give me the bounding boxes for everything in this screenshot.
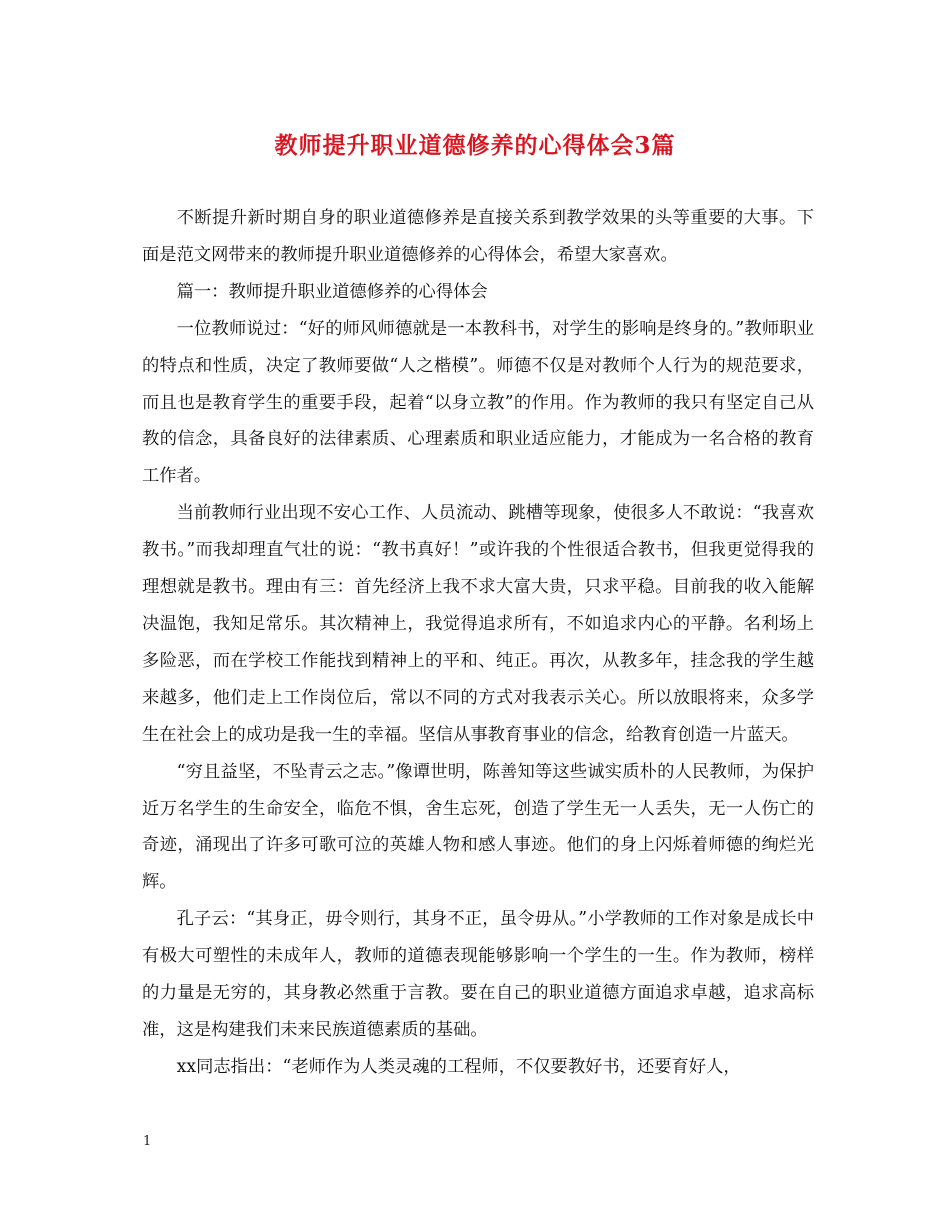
- paragraph: 当前教师行业出现不安心工作、人员流动、跳槽等现象，使很多人不敢说：“我喜欢教书。”而我却理直气壮的说：“教书真好！”或许我的个性很适合教书，但我更觉得我的理想就是教书。理由有三：首先经济上我不求大富大贵，只求平稳。目前我的收入能解决温饱，我知足常乐。其次精神上，我觉得追求所有，不如追求内心的平静。名利场上多险恶，而在学校工作能找到精神上的平和、纯正。再次，从教多年，挂念我的学生越来越多，他们走上工作岗位后，常以不同的方式对我表示关心。所以放眼将来，众多学生在社会上的成功是我一生的幸福。坚信从事教育事业的信念，给教育创造一片蓝天。: [142, 503, 814, 745]
- paragraph: “穷且益坚，不坠青云之志。”像谭世明，陈善知等这些诚实质朴的人民教师，为保护近万名学生的生命安全，临危不惧，舍生忘死，创造了学生无一人丢失，无一人伤亡的奇迹，涌现出了许多可歌可泣的英雄人物和感人事迹。他们的身上闪烁着师德的绚烂光辉。: [142, 761, 814, 893]
- paragraph-intro: 不断提升新时期自身的职业道德修养是直接关系到教学效果的头等重要的大事。下面是范文网带来的教师提升职业道德修养的心得体会，希望大家喜欢。: [142, 208, 814, 265]
- paragraph: 孔子云：“其身正，毋令则行，其身不正，虽令毋从。”小学教师的工作对象是成长中有极大可塑性的未成年人，教师的道德表现能够影响一个学生的一生。作为教师，榜样的力量是无穷的，其身教必然重于言教。要在自己的职业道德方面追求卓越，追求高标准，这是构建我们未来民族道德素质的基础。: [142, 909, 814, 1040]
- section-heading: 篇一：教师提升职业道德修养的心得体会: [176, 281, 488, 302]
- document-title: 教师提升职业道德修养的心得体会3篇: [274, 132, 676, 159]
- paragraph: 一位教师说过：“好的师风师德就是一本教科书，对学生的影响是终身的。”教师职业的特点和性质，决定了教师要做“人之楷模”。师德不仅是对教师个人行为的规范要求，而且也是教育学生的重要手段，起着“以身立教”的作用。作为教师的我只有坚定自己从教的信念，具备良好的法律素质、心理素质和职业适应能力，才能成为一名合格的教育工作者。: [142, 318, 814, 487]
- page-number: 1: [143, 1134, 152, 1149]
- document-body: [142, 200, 814, 1086]
- paragraph: xx同志指出：“老师作为人类灵魂的工程师，不仅要教好书，还要育好人，: [176, 1056, 741, 1077]
